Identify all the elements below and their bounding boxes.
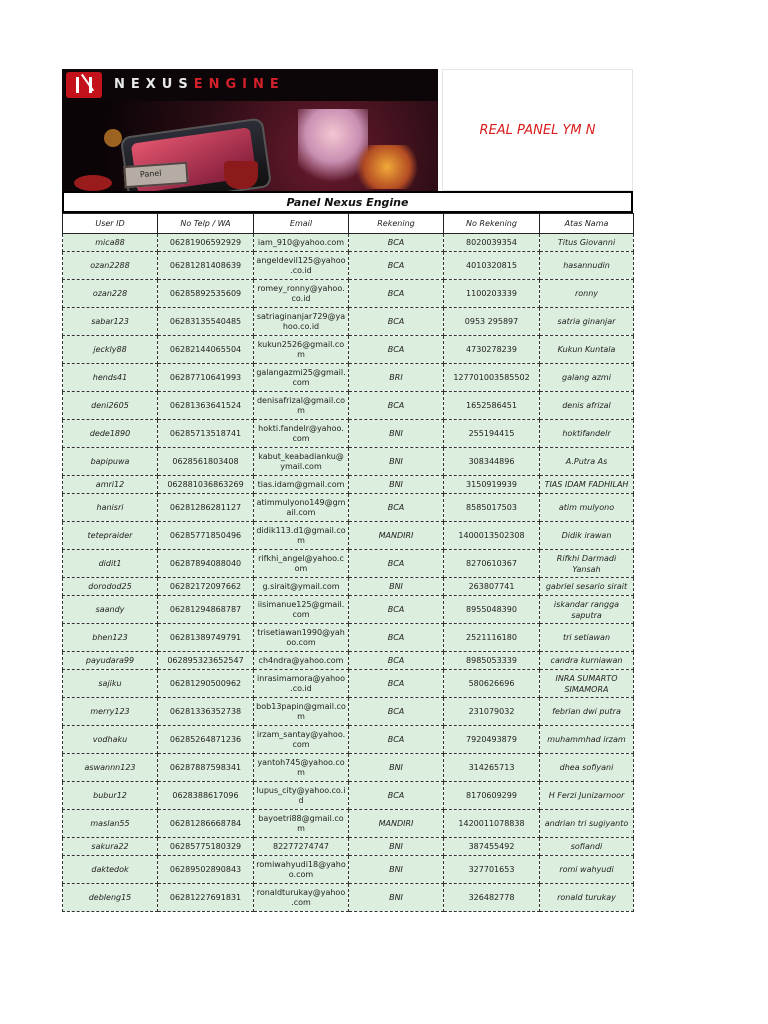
spreadsheet: [62, 69, 633, 912]
bank-cell: BCA: [349, 392, 444, 420]
email-cell: romey_ronny@yahoo.co.id: [254, 280, 349, 308]
header-row: [63, 214, 634, 234]
bank-cell: MANDIRI: [349, 810, 444, 838]
account-name-cell: romi wahyudi: [540, 856, 634, 884]
bank-cell: BCA: [349, 280, 444, 308]
casino-chip-icon: [104, 129, 122, 147]
bank-cell: BCA: [349, 550, 444, 578]
account-number-cell: 231079032: [444, 698, 540, 726]
column-header-account-name: Atas Nama: [540, 214, 634, 234]
panel-chip-label: Panel: [139, 168, 162, 180]
user-id-cell: bubur12: [63, 782, 158, 810]
bank-cell: BCA: [349, 308, 444, 336]
phone-cell: 0628561803408: [158, 448, 254, 476]
account-number-cell: 8020039354: [444, 234, 540, 252]
phone-cell: 06285771850496: [158, 522, 254, 550]
email-cell: denisafrizal@gmail.com: [254, 392, 349, 420]
account-name-cell: iskandar rangga saputra: [540, 596, 634, 624]
table-row: [63, 420, 634, 448]
real-panel-text: REAL PANEL YM N: [479, 122, 596, 138]
table-row: [63, 234, 634, 252]
table-title: Panel Nexus Engine: [62, 191, 633, 213]
table-row: [63, 782, 634, 810]
column-header-account-number: No Rekening: [444, 214, 540, 234]
user-id-cell: debleng15: [63, 884, 158, 912]
account-number-cell: 314265713: [444, 754, 540, 782]
phone-cell: 06289502890843: [158, 856, 254, 884]
column-header-user-id: User ID: [63, 214, 158, 234]
table-row: [63, 494, 634, 522]
email-cell: satriaginanjar729@yahoo.co.id: [254, 308, 349, 336]
account-number-cell: 308344896: [444, 448, 540, 476]
table-row: [63, 476, 634, 494]
account-number-cell: 1652586451: [444, 392, 540, 420]
account-name-cell: Kukun Kuntala: [540, 336, 634, 364]
email-cell: hokti.fandelr@yahoo.com: [254, 420, 349, 448]
bank-cell: BCA: [349, 652, 444, 670]
account-name-cell: Didik irawan: [540, 522, 634, 550]
phone-cell: 0628388617096: [158, 782, 254, 810]
phone-cell: 06281281408639: [158, 252, 254, 280]
email-cell: inrasimamora@yahoo.co.id: [254, 670, 349, 698]
table-row: [63, 308, 634, 336]
email-cell: kukun2526@gmail.com: [254, 336, 349, 364]
table-row: [63, 522, 634, 550]
account-number-cell: 4730278239: [444, 336, 540, 364]
account-number-cell: 8955048390: [444, 596, 540, 624]
email-cell: angeldevil125@yahoo.co.id: [254, 252, 349, 280]
account-number-cell: 8585017503: [444, 494, 540, 522]
treasure-graphic: [352, 145, 422, 189]
account-name-cell: Rifkhi Darmadi Yansah: [540, 550, 634, 578]
table-row: [63, 652, 634, 670]
account-number-cell: 255194415: [444, 420, 540, 448]
bank-cell: BCA: [349, 336, 444, 364]
account-name-cell: TIAS IDAM FADHILAH: [540, 476, 634, 494]
table-row: [63, 550, 634, 578]
phone-cell: 06281906592929: [158, 234, 254, 252]
email-cell: bayoetri88@gmail.com: [254, 810, 349, 838]
phone-cell: 062895323652547: [158, 652, 254, 670]
phone-cell: 06281389749791: [158, 624, 254, 652]
phone-cell: 06285264871236: [158, 726, 254, 754]
user-id-cell: maslan55: [63, 810, 158, 838]
account-name-cell: andrian tri sugiyanto: [540, 810, 634, 838]
phone-cell: 06281294868787: [158, 596, 254, 624]
email-cell: iam_910@yahoo.com: [254, 234, 349, 252]
bank-cell: BNI: [349, 754, 444, 782]
user-id-cell: sakura22: [63, 838, 158, 856]
table-row: [63, 448, 634, 476]
phone-cell: 06283135540485: [158, 308, 254, 336]
column-header-bank: Rekening: [349, 214, 444, 234]
account-number-cell: 3150919939: [444, 476, 540, 494]
user-id-cell: ozan2288: [63, 252, 158, 280]
table-row: [63, 856, 634, 884]
email-cell: lupus_city@yahoo.co.id: [254, 782, 349, 810]
nexus-engine-banner-image: [62, 69, 438, 191]
email-cell: atimmulyono149@gmail.com: [254, 494, 349, 522]
account-name-cell: atim mulyono: [540, 494, 634, 522]
account-name-cell: ronny: [540, 280, 634, 308]
bank-cell: BCA: [349, 782, 444, 810]
user-id-cell: merry123: [63, 698, 158, 726]
email-cell: didik113.d1@gmail.com: [254, 522, 349, 550]
table-row: [63, 754, 634, 782]
table-row: [63, 596, 634, 624]
account-name-cell: dhea sofiyani: [540, 754, 634, 782]
table-row: [63, 624, 634, 652]
phone-cell: 06281290500962: [158, 670, 254, 698]
email-cell: trisetiawan1990@yahoo.com: [254, 624, 349, 652]
bank-cell: BNI: [349, 856, 444, 884]
bank-cell: BCA: [349, 494, 444, 522]
email-cell: tias.idam@gmail.com: [254, 476, 349, 494]
user-id-cell: bhen123: [63, 624, 158, 652]
email-cell: rifkhi_angel@yahoo.com: [254, 550, 349, 578]
bank-cell: BCA: [349, 234, 444, 252]
account-name-cell: candra kurniawan: [540, 652, 634, 670]
email-cell: ch4ndra@yahoo.com: [254, 652, 349, 670]
table-row: [63, 392, 634, 420]
table-row: [63, 364, 634, 392]
user-id-cell: sajiku: [63, 670, 158, 698]
account-name-cell: satria ginanjar: [540, 308, 634, 336]
data-table: [62, 213, 634, 912]
account-number-cell: 327701653: [444, 856, 540, 884]
phone-cell: 06287887598341: [158, 754, 254, 782]
header-section: [62, 69, 633, 191]
column-header-phone: No Telp / WA: [158, 214, 254, 234]
account-number-cell: 2521116180: [444, 624, 540, 652]
phone-cell: 06282172097662: [158, 578, 254, 596]
account-number-cell: 1400013502308: [444, 522, 540, 550]
phone-cell: 06287710641993: [158, 364, 254, 392]
email-cell: irzam_santay@yahoo.com: [254, 726, 349, 754]
bank-cell: BNI: [349, 884, 444, 912]
account-number-cell: 4010320815: [444, 252, 540, 280]
user-id-cell: dede1890: [63, 420, 158, 448]
account-name-cell: Titus Giovanni: [540, 234, 634, 252]
table-row: [63, 838, 634, 856]
bank-cell: MANDIRI: [349, 522, 444, 550]
table-row: [63, 336, 634, 364]
account-name-cell: febrian dwi putra: [540, 698, 634, 726]
account-number-cell: 8270610367: [444, 550, 540, 578]
real-panel-cell: [442, 69, 633, 191]
account-name-cell: sofiandi: [540, 838, 634, 856]
user-id-cell: amri12: [63, 476, 158, 494]
email-cell: yantoh745@yahoo.com: [254, 754, 349, 782]
email-cell: kabut_keabadianku@ymail.com: [254, 448, 349, 476]
email-cell: g.sirait@ymail.com: [254, 578, 349, 596]
user-id-cell: vodhaku: [63, 726, 158, 754]
table-row: [63, 670, 634, 698]
panel-chip: [123, 162, 188, 188]
user-id-cell: aswannn123: [63, 754, 158, 782]
user-id-cell: jeckly88: [63, 336, 158, 364]
user-id-cell: payudara99: [63, 652, 158, 670]
phone-cell: 06285775180329: [158, 838, 254, 856]
bank-cell: BCA: [349, 670, 444, 698]
phone-cell: 06287894088040: [158, 550, 254, 578]
phone-cell: 06281286668784: [158, 810, 254, 838]
table-row: [63, 810, 634, 838]
account-number-cell: 326482778: [444, 884, 540, 912]
brand-name: NEXUSENGINE: [114, 77, 285, 92]
email-cell: bob13papin@gmail.com: [254, 698, 349, 726]
account-number-cell: 263807741: [444, 578, 540, 596]
user-id-cell: hanisri: [63, 494, 158, 522]
user-id-cell: sabar123: [63, 308, 158, 336]
phone-cell: 06281227691831: [158, 884, 254, 912]
account-name-cell: A.Putra As: [540, 448, 634, 476]
account-name-cell: denis afrizal: [540, 392, 634, 420]
account-name-cell: hoktifandelr: [540, 420, 634, 448]
cup-graphic: [224, 161, 258, 189]
bank-cell: BCA: [349, 596, 444, 624]
user-id-cell: ozan228: [63, 280, 158, 308]
account-number-cell: 1420011078838: [444, 810, 540, 838]
bank-cell: BNI: [349, 420, 444, 448]
user-id-cell: didit1: [63, 550, 158, 578]
phone-cell: 06281286281127: [158, 494, 254, 522]
account-number-cell: 580626696: [444, 670, 540, 698]
table-row: [63, 280, 634, 308]
phone-cell: 06282144065504: [158, 336, 254, 364]
account-name-cell: INRA SUMARTO SIMAMORA: [540, 670, 634, 698]
table-row: [63, 698, 634, 726]
bank-cell: BNI: [349, 476, 444, 494]
bank-cell: BCA: [349, 624, 444, 652]
phone-cell: 062881036863269: [158, 476, 254, 494]
casino-chip-icon: [74, 175, 112, 191]
account-name-cell: ronald turukay: [540, 884, 634, 912]
account-number-cell: 0953 295897: [444, 308, 540, 336]
table-row: [63, 726, 634, 754]
user-id-cell: hends41: [63, 364, 158, 392]
email-cell: galangazmi25@gmail.com: [254, 364, 349, 392]
account-number-cell: 8985053339: [444, 652, 540, 670]
user-id-cell: tetepraider: [63, 522, 158, 550]
phone-cell: 06281363641524: [158, 392, 254, 420]
column-header-email: Email: [254, 214, 349, 234]
account-name-cell: galang azmi: [540, 364, 634, 392]
email-cell: iisimanue125@gmail.com: [254, 596, 349, 624]
bank-cell: BCA: [349, 726, 444, 754]
account-number-cell: 8170609299: [444, 782, 540, 810]
email-cell: ronaldturukay@yahoo.com: [254, 884, 349, 912]
user-id-cell: deni2605: [63, 392, 158, 420]
user-id-cell: daktedok: [63, 856, 158, 884]
account-name-cell: muhammhad irzam: [540, 726, 634, 754]
bank-cell: BRI: [349, 364, 444, 392]
account-number-cell: 127701003585502: [444, 364, 540, 392]
phone-cell: 06285713518741: [158, 420, 254, 448]
table-row: [63, 252, 634, 280]
account-name-cell: hasannudin: [540, 252, 634, 280]
bank-cell: BNI: [349, 448, 444, 476]
account-name-cell: tri setiawan: [540, 624, 634, 652]
user-id-cell: bapipuwa: [63, 448, 158, 476]
phone-cell: 06285892535609: [158, 280, 254, 308]
brand-bar: [62, 69, 438, 101]
account-number-cell: 387455492: [444, 838, 540, 856]
bank-cell: BCA: [349, 698, 444, 726]
user-id-cell: mica88: [63, 234, 158, 252]
table-row: [63, 578, 634, 596]
bank-cell: BNI: [349, 838, 444, 856]
email-cell: romiwahyudi18@yahoo.com: [254, 856, 349, 884]
bank-cell: BNI: [349, 578, 444, 596]
table-row: [63, 884, 634, 912]
account-number-cell: 7920493879: [444, 726, 540, 754]
email-cell: 82277274747: [254, 838, 349, 856]
user-id-cell: dorodod25: [63, 578, 158, 596]
account-name-cell: H Ferzi Junizarnoor: [540, 782, 634, 810]
phone-cell: 06281336352738: [158, 698, 254, 726]
nexus-logo-icon: [66, 72, 102, 98]
account-number-cell: 1100203339: [444, 280, 540, 308]
bank-cell: BCA: [349, 252, 444, 280]
account-name-cell: gabriel sesario sirait: [540, 578, 634, 596]
user-id-cell: saandy: [63, 596, 158, 624]
